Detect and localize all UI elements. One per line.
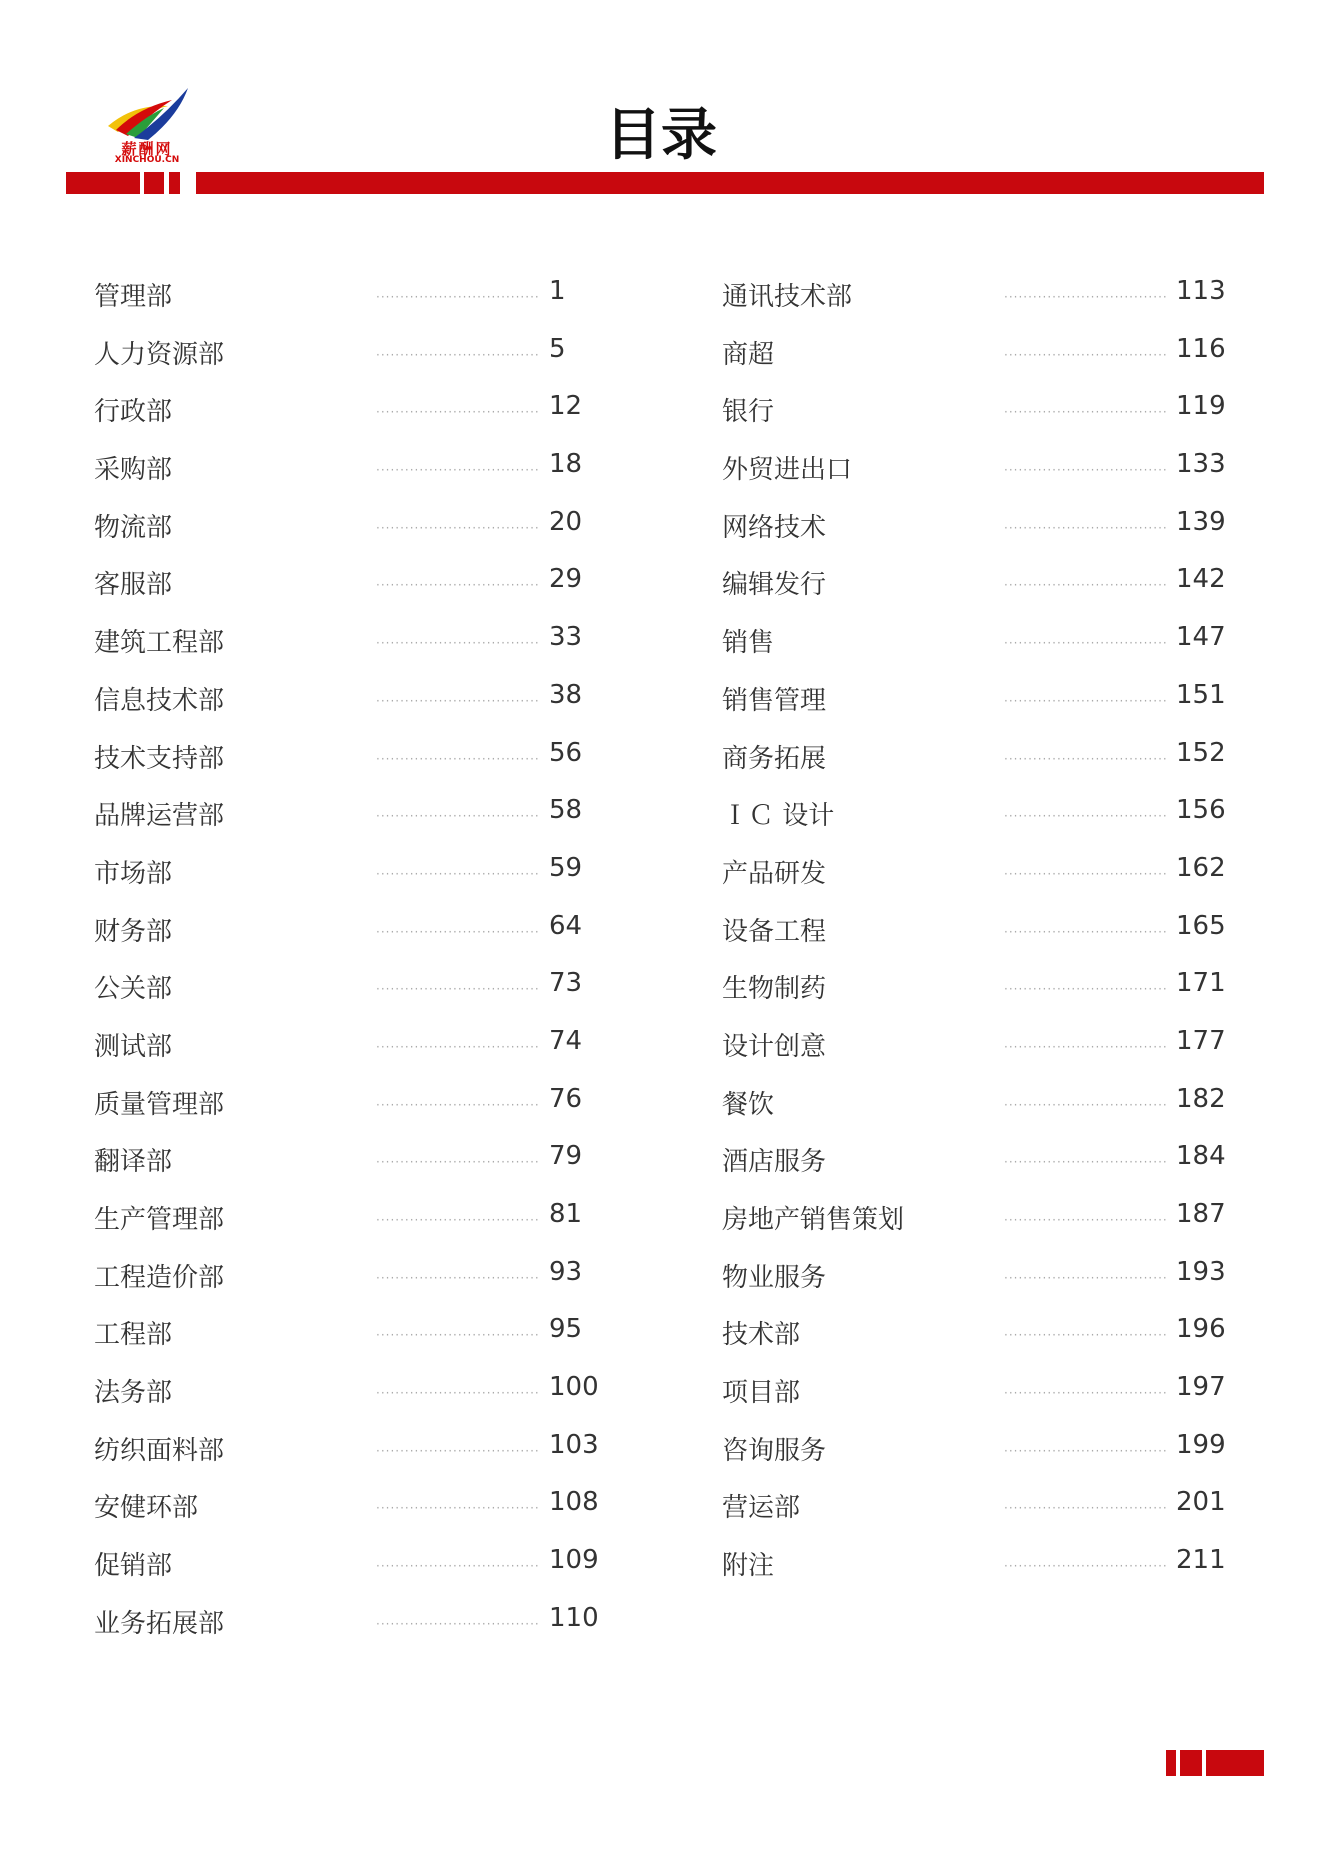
toc-entry-page: 187	[1176, 1199, 1226, 1229]
toc-entry-label: 工程造价部	[94, 1262, 225, 1293]
toc-dot-leader: ··································	[1004, 982, 1168, 997]
toc-dot-leader: ··································	[1004, 1386, 1168, 1401]
toc-entry-label: 附注	[722, 1551, 775, 1582]
toc-entry[interactable]	[94, 616, 614, 674]
toc-entry-page: 58	[549, 795, 583, 826]
toc-dot-leader: ··································	[376, 1155, 540, 1170]
toc-entry[interactable]	[722, 905, 1242, 963]
toc-entry-page: 116	[1176, 333, 1226, 364]
toc-entry-page: 142	[1176, 564, 1226, 595]
toc-entry-page: 93	[549, 1256, 583, 1287]
toc-dot-leader: ··································	[1004, 1501, 1168, 1516]
toc-entry-page: 139	[1176, 506, 1226, 537]
toc-entry-page: 74	[549, 1025, 583, 1056]
toc-entry-label: ＩＣ 设计	[722, 801, 835, 832]
toc-entry[interactable]	[722, 1308, 1242, 1366]
toc-dot-leader: ··································	[376, 463, 540, 478]
toc-entry-page: 211	[1176, 1545, 1226, 1576]
toc-entry-page: 201	[1176, 1487, 1226, 1518]
toc-entry[interactable]	[94, 674, 614, 732]
brand-name-cn: 薪酬网	[121, 140, 173, 158]
toc-entry-page: 1	[549, 276, 566, 306]
toc-dot-leader: ··································	[376, 520, 540, 535]
toc-entry[interactable]	[722, 1135, 1242, 1193]
toc-dot-leader: ··································	[376, 924, 540, 939]
toc-entry-label: 促销部	[94, 1551, 173, 1582]
toc-dot-leader: ··································	[376, 290, 540, 304]
toc-entry-label: 财务部	[94, 916, 173, 947]
toc-column-left	[94, 270, 614, 1655]
toc-entry-page: 165	[1176, 910, 1226, 941]
footer-bar-b	[1180, 1750, 1202, 1776]
toc-entry[interactable]	[722, 847, 1242, 905]
toc-entry-page: 177	[1176, 1025, 1226, 1056]
toc-entry-page: 156	[1176, 795, 1226, 826]
toc-entry[interactable]	[94, 1308, 614, 1366]
toc-entry-page: 81	[549, 1199, 583, 1229]
toc-entry-page: 171	[1176, 968, 1226, 999]
toc-dot-leader: ··································	[1004, 1270, 1168, 1285]
toc-column-right	[722, 270, 1242, 1597]
toc-dot-leader: ··································	[1004, 290, 1168, 304]
toc-entry[interactable]	[94, 1251, 614, 1309]
toc-entry[interactable]	[722, 1251, 1242, 1309]
toc-entry-label: 安健环部	[94, 1493, 199, 1524]
toc-entry[interactable]	[94, 732, 614, 790]
toc-entry-page: 73	[549, 968, 583, 999]
toc-entry[interactable]	[722, 1193, 1242, 1251]
toc-dot-leader: ··································	[376, 636, 540, 651]
toc-entry-label: 餐饮	[722, 1089, 775, 1120]
toc-dot-leader: ··································	[376, 1443, 540, 1458]
toc-entry[interactable]	[722, 1020, 1242, 1078]
toc-dot-leader: ··································	[376, 1559, 540, 1574]
toc-dot-leader: ··································	[376, 693, 540, 708]
toc-dot-leader: ··································	[376, 982, 540, 997]
toc-entry-page: 12	[549, 391, 583, 422]
toc-entry-label: 通讯技术部	[722, 282, 853, 312]
toc-dot-leader: ··································	[1004, 1328, 1168, 1343]
toc-entry-label: 法务部	[94, 1378, 173, 1409]
toc-entry-label: 产品研发	[722, 858, 827, 889]
toc-entry[interactable]	[94, 1539, 614, 1597]
footer-bar-c	[1206, 1750, 1264, 1776]
toc-entry[interactable]	[722, 1539, 1242, 1597]
toc-entry-label: 行政部	[94, 397, 173, 428]
toc-dot-leader: ··································	[1004, 463, 1168, 478]
toc-dot-leader: ··································	[1004, 578, 1168, 593]
toc-entry-page: 95	[549, 1314, 583, 1345]
toc-entry[interactable]	[94, 1193, 614, 1251]
toc-dot-leader: ··································	[1004, 405, 1168, 420]
toc-entry-label: 销售管理	[722, 685, 827, 716]
toc-entry-page: 196	[1176, 1314, 1226, 1345]
toc-entry[interactable]	[722, 385, 1242, 443]
header-bar-left	[66, 172, 140, 194]
toc-dot-leader: ··································	[1004, 1097, 1168, 1112]
toc-entry-page: 197	[1176, 1372, 1226, 1403]
toc-entry-page: 133	[1176, 449, 1226, 480]
toc-entry-page: 5	[549, 333, 566, 364]
toc-entry-page: 103	[549, 1429, 599, 1460]
toc-entry[interactable]	[94, 558, 614, 616]
toc-dot-leader: ··································	[1004, 520, 1168, 535]
header-bar-mid-a	[144, 172, 164, 194]
toc-entry[interactable]	[94, 1481, 614, 1539]
toc-entry-page: 193	[1176, 1256, 1226, 1287]
toc-entry-label: 纺织面料部	[94, 1435, 225, 1466]
toc-entry-page: 29	[549, 564, 583, 595]
toc-entry-label: 房地产销售策划	[722, 1205, 905, 1235]
toc-entry-page: 162	[1176, 852, 1226, 883]
brand-name-en: XINCHOU.CN	[114, 155, 180, 165]
toc-dot-leader: ··································	[1004, 809, 1168, 824]
toc-entry-page: 182	[1176, 1083, 1226, 1114]
toc-entry-page: 64	[549, 910, 583, 941]
toc-entry-label: 建筑工程部	[94, 628, 225, 659]
toc-entry[interactable]	[94, 1078, 614, 1136]
footer-bar-a	[1166, 1750, 1176, 1776]
toc-dot-leader: ··································	[376, 578, 540, 593]
toc-entry[interactable]	[94, 1135, 614, 1193]
header-bar-mid-b	[169, 172, 180, 194]
toc-entry-page: 109	[549, 1545, 599, 1576]
toc-dot-leader: ··································	[376, 1039, 540, 1054]
page-title: 目录	[605, 102, 717, 168]
toc-entry-label: 客服部	[94, 570, 173, 601]
toc-entry[interactable]	[94, 1020, 614, 1078]
toc-entry-label: 银行	[722, 397, 775, 428]
toc-dot-leader: ··································	[376, 809, 540, 824]
toc-dot-leader: ··································	[1004, 1559, 1168, 1574]
toc-entry-label: 酒店服务	[722, 1147, 827, 1178]
toc-entry[interactable]	[722, 789, 1242, 847]
toc-entry-page: 59	[549, 852, 583, 883]
toc-entry[interactable]	[94, 847, 614, 905]
toc-dot-leader: ··································	[376, 1328, 540, 1343]
toc-entry[interactable]	[94, 789, 614, 847]
toc-dot-leader: ··································	[1004, 636, 1168, 651]
toc-dot-leader: ··································	[376, 1501, 540, 1516]
toc-entry-label: 公关部	[94, 974, 173, 1005]
toc-entry-label: 营运部	[722, 1493, 801, 1524]
toc-entry[interactable]	[94, 1424, 614, 1482]
toc-dot-leader: ··································	[1004, 751, 1168, 766]
toc-entry-label: 网络技术	[722, 512, 827, 543]
toc-entry[interactable]	[94, 905, 614, 963]
toc-entry[interactable]	[94, 1597, 614, 1655]
toc-entry-label: 外贸进出口	[722, 455, 853, 486]
toc-entry[interactable]	[722, 328, 1242, 386]
toc-entry-label: 销售	[722, 628, 775, 659]
toc-dot-leader: ··································	[1004, 1039, 1168, 1054]
toc-entry[interactable]	[94, 443, 614, 501]
toc-entry[interactable]	[722, 270, 1242, 328]
toc-dot-leader: ··································	[1004, 924, 1168, 939]
toc-entry[interactable]	[722, 616, 1242, 674]
toc-entry-page: 20	[549, 506, 583, 537]
toc-entry-label: 质量管理部	[94, 1089, 225, 1120]
toc-entry[interactable]	[722, 674, 1242, 732]
toc-dot-leader: ··································	[376, 1097, 540, 1112]
toc-entry[interactable]	[94, 328, 614, 386]
toc-entry-page: 184	[1176, 1141, 1226, 1172]
toc-entry[interactable]	[722, 1366, 1242, 1424]
toc-entry[interactable]	[94, 1366, 614, 1424]
toc-entry-page: 76	[549, 1083, 583, 1114]
toc-entry-label: 信息技术部	[94, 685, 225, 716]
toc-entry-page: 56	[549, 737, 583, 768]
toc-entry-label: 市场部	[94, 858, 173, 889]
toc-entry[interactable]	[94, 962, 614, 1020]
toc-entry-page: 199	[1176, 1429, 1226, 1460]
toc-entry[interactable]	[722, 962, 1242, 1020]
toc-entry-label: 物流部	[94, 512, 173, 543]
header-bar-main	[196, 172, 1264, 194]
toc-entry-label: 品牌运营部	[94, 801, 225, 832]
toc-entry-label: 生物制药	[722, 974, 827, 1005]
toc-dot-leader: ··································	[1004, 347, 1168, 362]
toc-entry[interactable]	[722, 1481, 1242, 1539]
toc-entry[interactable]	[722, 1424, 1242, 1482]
toc-entry[interactable]	[722, 501, 1242, 559]
toc-entry-label: 技术部	[722, 1320, 801, 1351]
toc-entry-page: 119	[1176, 391, 1226, 422]
toc-dot-leader: ··································	[376, 1386, 540, 1401]
toc-entry-label: 设备工程	[722, 916, 827, 947]
toc-entry[interactable]	[722, 1078, 1242, 1136]
toc-entry[interactable]	[722, 732, 1242, 790]
toc-entry-page: 110	[549, 1602, 599, 1633]
toc-entry[interactable]	[94, 270, 614, 328]
toc-entry-page: 100	[549, 1372, 599, 1403]
toc-dot-leader: ··································	[376, 1213, 540, 1227]
toc-entry-page: 147	[1176, 622, 1226, 653]
toc-entry-page: 38	[549, 679, 583, 710]
toc-dot-leader: ··································	[1004, 1213, 1168, 1227]
toc-entry-label: 咨询服务	[722, 1435, 827, 1466]
toc-entry-page: 33	[549, 622, 583, 653]
toc-dot-leader: ··································	[1004, 1155, 1168, 1170]
toc-entry-page: 18	[549, 449, 583, 480]
toc-entry-label: 采购部	[94, 455, 173, 486]
toc-entry-page: 79	[549, 1141, 583, 1172]
toc-entry-label: 商务拓展	[722, 743, 827, 774]
toc-entry-label: 技术支持部	[94, 743, 225, 774]
toc-entry[interactable]	[94, 385, 614, 443]
toc-entry-label: 设计创意	[722, 1031, 827, 1062]
toc-entry-label: 编辑发行	[722, 570, 827, 601]
toc-entry[interactable]	[722, 443, 1242, 501]
toc-entry-label: 翻译部	[94, 1147, 173, 1178]
toc-entry[interactable]	[94, 501, 614, 559]
toc-dot-leader: ··································	[376, 1616, 540, 1631]
toc-entry-label: 工程部	[94, 1320, 173, 1351]
toc-entry-label: 人力资源部	[94, 339, 225, 370]
toc-entry-label: 测试部	[94, 1031, 173, 1062]
toc-entry[interactable]	[722, 558, 1242, 616]
toc-entry-label: 业务拓展部	[94, 1608, 225, 1639]
toc-entry-page: 108	[549, 1487, 599, 1518]
toc-dot-leader: ··································	[1004, 1443, 1168, 1458]
toc-dot-leader: ··································	[376, 866, 540, 881]
toc-entry-page: 113	[1176, 276, 1226, 306]
toc-entry-label: 管理部	[94, 282, 173, 312]
toc-entry-page: 152	[1176, 737, 1226, 768]
toc-dot-leader: ··································	[1004, 866, 1168, 881]
toc-entry-label: 物业服务	[722, 1262, 827, 1293]
toc-dot-leader: ··································	[376, 1270, 540, 1285]
toc-dot-leader: ··································	[376, 405, 540, 420]
toc-entry-label: 项目部	[722, 1378, 801, 1409]
toc-entry-label: 商超	[722, 339, 775, 370]
toc-entry-page: 151	[1176, 679, 1226, 710]
toc-dot-leader: ··································	[1004, 693, 1168, 708]
toc-dot-leader: ··································	[376, 347, 540, 362]
toc-entry-label: 生产管理部	[94, 1205, 225, 1235]
toc-dot-leader: ··································	[376, 751, 540, 766]
